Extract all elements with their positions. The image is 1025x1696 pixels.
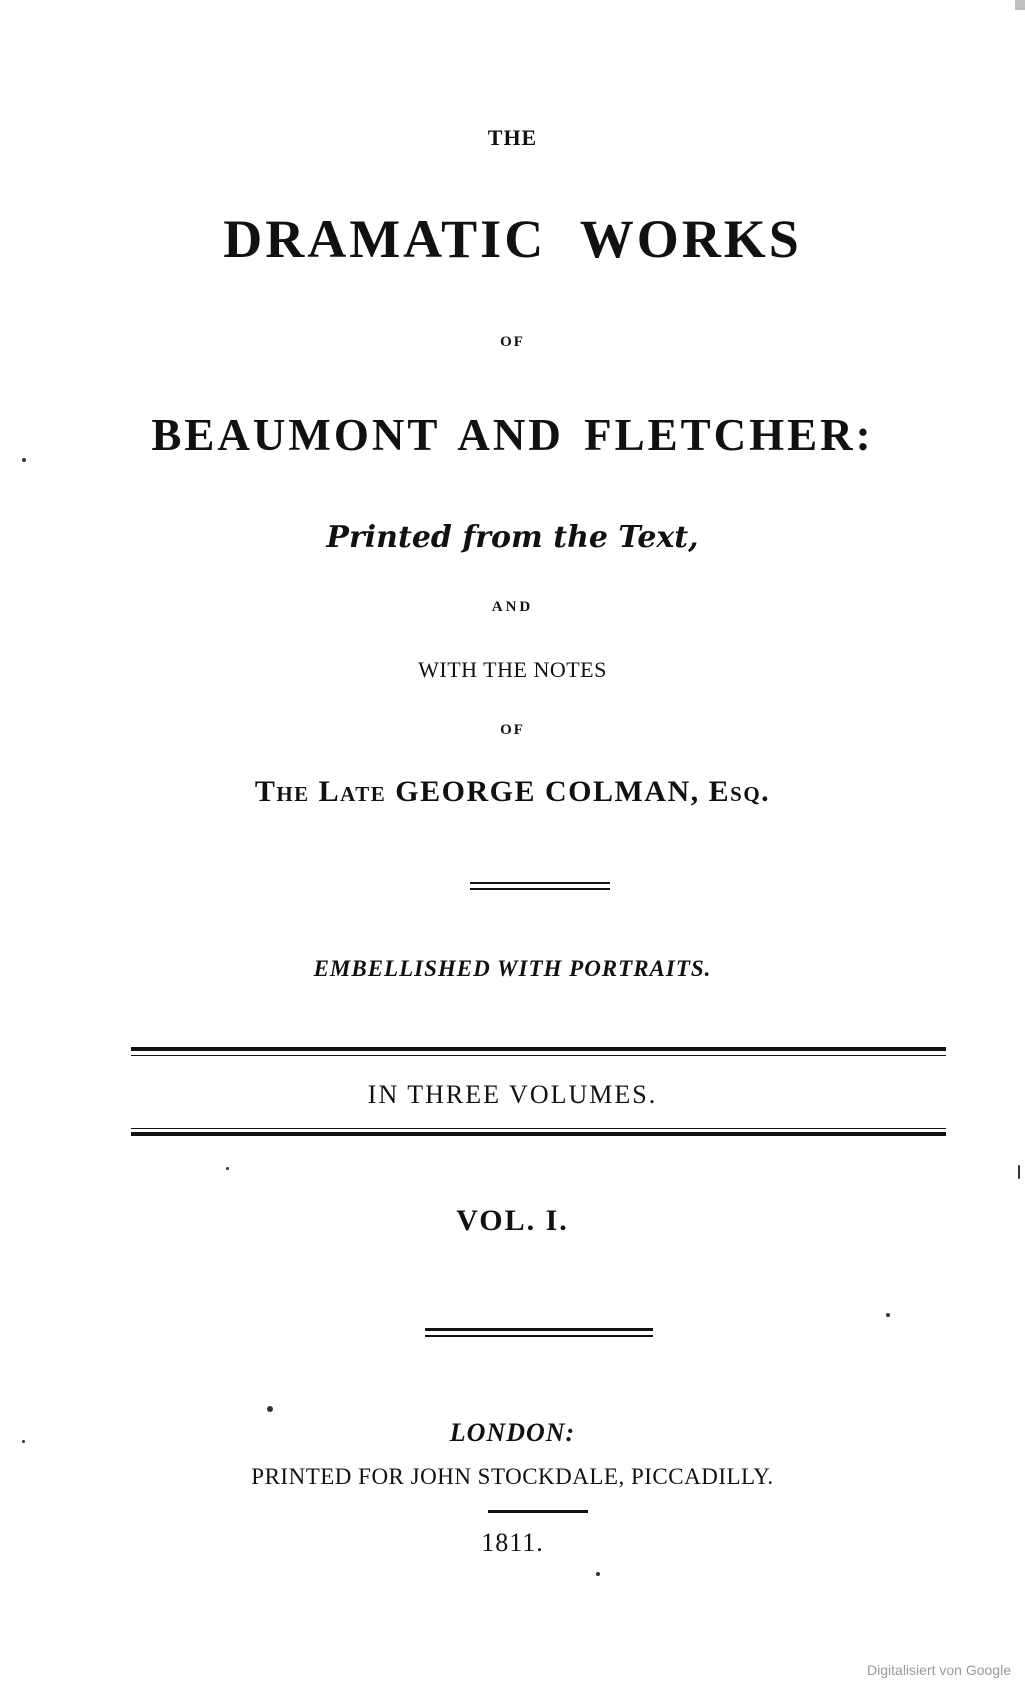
scan-speck bbox=[226, 1167, 229, 1170]
and-connector: AND bbox=[491, 599, 534, 615]
scan-speck bbox=[886, 1313, 890, 1317]
scan-speck bbox=[267, 1406, 273, 1412]
medium-double-rule-bottom bbox=[425, 1335, 653, 1337]
authors-heading: BEAUMONT AND FLETCHER: bbox=[151, 410, 874, 460]
year-rule bbox=[488, 1510, 588, 1513]
short-double-rule-top bbox=[470, 882, 610, 884]
of-connector-2: OF bbox=[500, 722, 525, 738]
long-rule-top-thick bbox=[131, 1047, 946, 1051]
digitization-watermark: Digitalisiert von Google bbox=[867, 1662, 1011, 1678]
editor-line: The Late GEORGE COLMAN, Esq. bbox=[254, 775, 771, 808]
publication-year: 1811. bbox=[481, 1528, 544, 1557]
main-title: DRAMATIC WORKS bbox=[223, 209, 802, 269]
the-heading: THE bbox=[487, 125, 538, 150]
printed-from-text: Printed from the Text, bbox=[326, 520, 699, 555]
volumes-line: IN THREE VOLUMES. bbox=[367, 1080, 658, 1109]
long-rule-top-thin bbox=[131, 1055, 946, 1056]
medium-double-rule-top bbox=[425, 1328, 653, 1331]
long-rule-bottom-thin bbox=[131, 1128, 946, 1129]
short-double-rule-bottom bbox=[470, 888, 610, 890]
of-connector-1: OF bbox=[500, 334, 525, 350]
scan-speck bbox=[22, 1440, 25, 1443]
with-notes-line: WITH THE NOTES bbox=[418, 657, 607, 682]
embellished-line: EMBELLISHED WITH PORTRAITS. bbox=[313, 956, 712, 981]
printer-line: PRINTED FOR JOHN STOCKDALE, PICCADILLY. bbox=[251, 1464, 774, 1489]
city-line: LONDON: bbox=[449, 1418, 576, 1447]
scan-speck bbox=[1018, 1165, 1020, 1179]
long-rule-bottom-thick bbox=[131, 1132, 946, 1136]
scan-edge-mark bbox=[1015, 0, 1025, 10]
volume-number: VOL. I. bbox=[456, 1204, 569, 1237]
scan-speck bbox=[22, 458, 26, 462]
scan-speck bbox=[596, 1572, 600, 1576]
